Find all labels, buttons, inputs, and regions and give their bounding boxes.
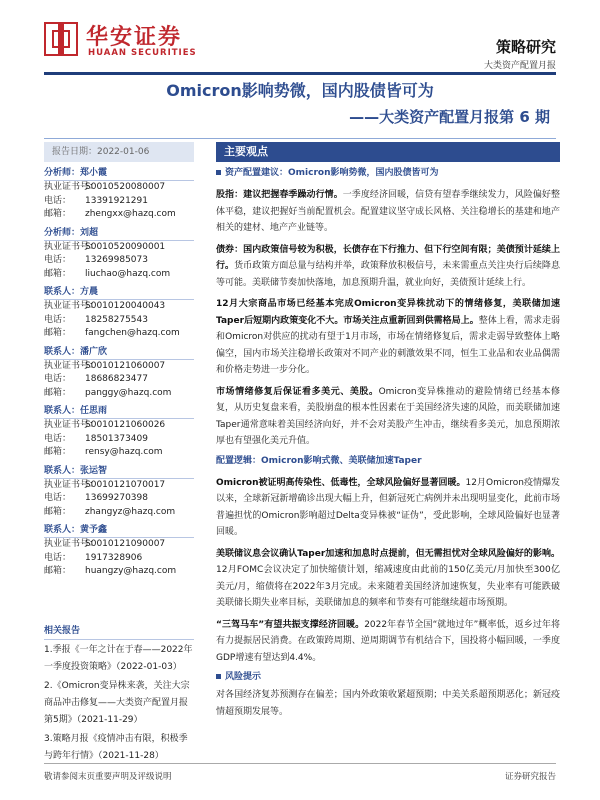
- contact-email[interactable]: liuchao@hazq.com: [85, 268, 171, 279]
- contact-email[interactable]: rensy@hazq.com: [85, 447, 163, 457]
- contact-key: 邮箱：: [44, 328, 72, 338]
- analyst-contact-line: [44, 181, 194, 195]
- analyst-contact-line: [44, 314, 194, 328]
- analyst-card: [44, 522, 194, 579]
- contact-key: 邮箱：: [44, 447, 72, 457]
- analyst-contact-line: [44, 538, 194, 552]
- contact-key: 电话：: [44, 255, 72, 265]
- main-content: [216, 142, 560, 720]
- report-title: Omicron影响势微，国内股债皆可为: [166, 81, 434, 100]
- contact-key: 执业证书号：: [44, 360, 99, 371]
- paragraph-usd: 市场情绪修复后保证看多美元、美股。Omicron变异株推动的避险情绪已经基本修复，从历史复盘来看，美股崩盘的根本性因素在于美国经济失速的风险，而美联储加速Taper通常意味着美国经济向好，并不会对美股产生冲击，继续看多美元，加息预期浓厚也有望强化美元升值。: [216, 386, 560, 446]
- main-points-heading: 主要观点: [216, 142, 560, 162]
- contact-key: 执业证书号：: [44, 182, 99, 192]
- related-reports: [44, 624, 194, 765]
- analyst-card: [44, 463, 194, 520]
- header-rule: [44, 72, 556, 75]
- analyst-list: [44, 165, 194, 579]
- analyst-contact-line: [44, 492, 194, 506]
- report-type: 策略研究: [495, 38, 556, 56]
- contact-value: S0010120040043: [85, 301, 166, 311]
- contact-value: 13391921291: [85, 195, 148, 206]
- contact-email[interactable]: fangchen@hazq.com: [85, 328, 180, 338]
- paragraph-economy: “三驾马车”有望共振支撑经济回暖。2022年春节全国“就地过年”概率低，返乡过年将有力提振居民消费。在政策跨周期、逆周期调节有机结合下，国投将小幅回暖，一季度GDP增速有望达到4.4%。: [216, 619, 560, 663]
- report-subtype: 大类资产配置月报: [483, 61, 556, 71]
- contact-value: S0010121070017: [85, 479, 166, 490]
- contact-key: 执业证书号：: [44, 420, 99, 430]
- contact-key: 执业证书号：: [44, 241, 99, 252]
- contact-key: 电话：: [44, 552, 72, 563]
- analyst-name: 分析师：刘超: [44, 225, 194, 241]
- report-date: 报告日期：2022-01-06: [44, 142, 194, 162]
- left-sidebar: [44, 142, 194, 761]
- section-risk: 风险提示: [216, 669, 560, 686]
- contact-key: 执业证书号：: [44, 479, 99, 490]
- contact-value: S0010121090007: [85, 539, 166, 549]
- analyst-name: 联系人：张运智: [44, 463, 194, 479]
- report-subtitle: ——大类资产配置月报第 6 期: [349, 108, 550, 126]
- analyst-contact-line: [44, 433, 194, 447]
- analyst-contact-line: [44, 254, 194, 268]
- contact-key: 执业证书号：: [44, 301, 99, 311]
- analyst-contact-line: [44, 565, 194, 579]
- analyst-card: [44, 225, 194, 282]
- contact-value: 13699270398: [85, 493, 148, 503]
- analyst-card: [44, 165, 194, 222]
- analyst-card: [44, 403, 194, 460]
- related-report-item[interactable]: 2.《Omicron变异株来袭，关注大宗商品冲击修复——大类资产配置月报第5期》（2021-11-29）: [44, 681, 190, 725]
- related-report-item[interactable]: 1.季报《一年之计在于春——2022年一季度投资策略》（2022-01-03）: [44, 645, 193, 672]
- contact-email[interactable]: panggy@hazq.com: [85, 387, 172, 398]
- bullet-square-icon: [216, 674, 221, 679]
- analyst-contact-line: [44, 327, 194, 341]
- analyst-contact-line: [44, 552, 194, 566]
- analyst-name: 联系人：黄予鑫: [44, 522, 194, 538]
- contact-value: 1917328906: [85, 552, 143, 563]
- contact-key: 电话：: [44, 433, 72, 444]
- paragraph-bonds: 债券：国内政策信号较为积极，长债存在下行推力、但下行空间有限；美债预计延续上行。货币政策方面总量与结构并举，政策释放积极信号，未来需重点关注央行后续降息等可能。美联储节奏加快落地，加息预期升温，就业向好，美债预计延续上行。: [216, 244, 560, 288]
- huaan-logo-icon: [44, 22, 78, 56]
- logo-name-cn: 华安证券: [86, 24, 183, 50]
- analyst-contact-line: [44, 373, 194, 387]
- contact-email[interactable]: zhengxx@hazq.com: [85, 209, 176, 219]
- analyst-contact-line: [44, 506, 194, 520]
- contact-value: S0010520090001: [85, 241, 166, 252]
- analyst-name: 联系人：潘广欣: [44, 344, 194, 360]
- analyst-contact-line: [44, 300, 194, 314]
- analyst-contact-line: [44, 479, 194, 493]
- paragraph-fed: 美联储议息会议确认Taper加速和加息时点提前，但无需担忧对全球风险偏好的影响。12月FOMC会议决定了加快缩债计划，缩减速度由此前的150亿美元/月加快至300亿美元/月，缩债将在2022年3月完成。未来随着美国经济加速恢复，失业率有可能跌破美联储长期失业率目标，美联储加息的频率和节奏有可能继续超市场预期。: [216, 548, 560, 608]
- paragraph-omicron: Omicron被证明高传染性、低毒性，全球风险偏好显著回暖。12月Omicron疫情爆发以来，全球新冠新增确诊出现大幅上升，但新冠死亡病例并未出现明显变化，此前市场普遍担忧的Omicron影响超过Delta变异株被“证伪”，受此影响，全球风险偏好也显著回暖。: [216, 477, 561, 537]
- contact-value: 13269985073: [85, 255, 148, 265]
- contact-key: 电话：: [44, 374, 72, 384]
- analyst-contact-line: [44, 241, 194, 255]
- contact-value: S0010121060026: [85, 420, 166, 430]
- analyst-card: [44, 284, 194, 341]
- related-report-item[interactable]: 3.策略月报《疫情冲击有限，积极季与跨年行情》（2021-11-28）: [44, 734, 188, 761]
- footer-disclaimer: 敬请参阅末页重要声明及评级说明: [44, 772, 172, 782]
- analyst-name: 联系人：任思雨: [44, 403, 194, 419]
- contact-email[interactable]: huangzy@hazq.com: [85, 566, 177, 576]
- section-logic: 配置逻辑：Omicron影响式微、美联储加速Taper: [216, 455, 422, 466]
- contact-key: 邮箱：: [44, 268, 72, 279]
- paragraph-commodities: 12月大宗商品市场已经基本完成Omicron变异株扰动下的情绪修复，美联储加速Taper后短期内政策变化不大。市场关注点重新回到供需格局上。整体上看，需求走弱和Omicron对供应的扰动有望于1月市场，市场在情绪修复后，需求走弱导致整体上略偏空，国内市场关注稳增长政策对不同产业的刺激效果不同，恒生工业品和农业品偶需和价格走势进一步分化。: [216, 299, 560, 375]
- contact-key: 邮箱：: [44, 209, 72, 219]
- footer-rule: [44, 763, 556, 764]
- contact-value: 18686823477: [85, 374, 148, 384]
- related-reports-heading: 相关报告: [44, 624, 194, 640]
- contact-email[interactable]: zhangyz@hazq.com: [85, 506, 176, 517]
- analyst-name: 联系人：方晨: [44, 284, 194, 300]
- analyst-contact-line: [44, 195, 194, 209]
- analyst-contact-line: [44, 387, 194, 401]
- contact-key: 邮箱：: [44, 387, 72, 398]
- contact-key: 电话：: [44, 493, 72, 503]
- contact-key: 电话：: [44, 314, 72, 325]
- footer-label: 证券研究报告: [504, 772, 556, 782]
- analyst-card: [44, 344, 194, 401]
- contact-value: 18258275543: [85, 314, 148, 325]
- analyst-contact-line: [44, 419, 194, 433]
- report-header: [0, 0, 600, 72]
- paragraph-equity: 股指：建议把握春季躁动行情。一季度经济回暖，信贷有望春季继续发力，风险偏好整体平稳，建议把握好当前配置机会。配置建议坚守成长风格、关注稳增长的基建和地产相关的建材、地产产业链等。: [216, 190, 560, 233]
- section-allocation: 资产配置建议：Omicron影响势微，国内股债皆可为: [216, 165, 560, 182]
- logo-name-en: HUAAN SECURITIES: [88, 48, 197, 58]
- analyst-contact-line: [44, 446, 194, 460]
- title-rule: [44, 138, 556, 139]
- analyst-contact-line: [44, 268, 194, 282]
- analyst-contact-line: [44, 360, 194, 374]
- contact-key: 邮箱：: [44, 566, 72, 576]
- analyst-name: 分析师：郑小霞: [44, 165, 194, 181]
- contact-value: S0010520080007: [85, 182, 166, 192]
- analyst-contact-line: [44, 208, 194, 222]
- contact-key: 电话：: [44, 195, 72, 206]
- contact-value: S0010121060007: [85, 360, 166, 371]
- contact-value: 18501373409: [85, 433, 148, 444]
- contact-key: 执业证书号：: [44, 539, 99, 549]
- paragraph-risk: 对各国经济复苏预测存在偏差；国内外政策收紧超预期；中美关系超预期恶化；新冠疫情超预期发展等。: [216, 690, 560, 717]
- contact-key: 邮箱：: [44, 506, 72, 517]
- bullet-square-icon: [216, 170, 221, 175]
